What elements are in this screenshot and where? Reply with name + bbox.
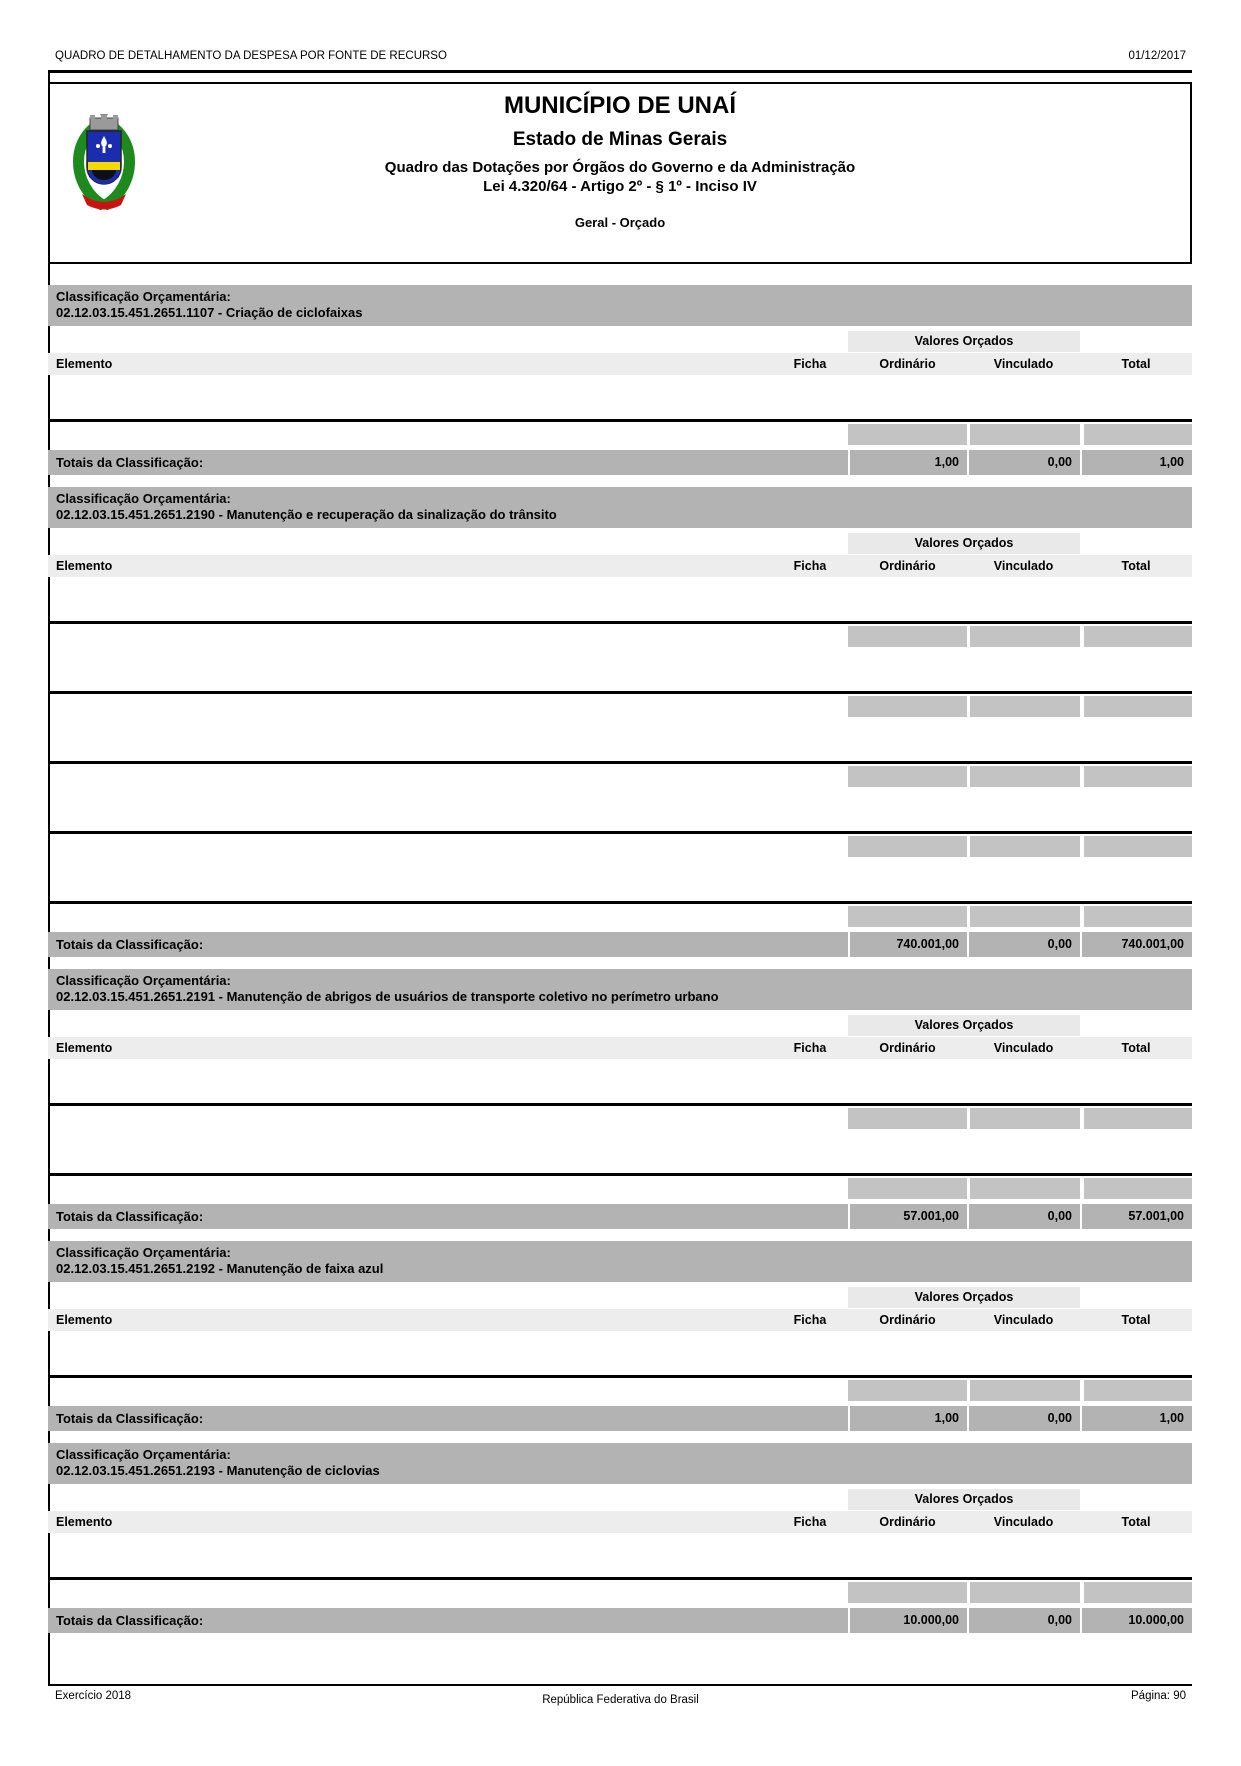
- element-row: [50, 583, 1192, 601]
- element-row: [50, 863, 1192, 881]
- element-block: [50, 381, 1192, 445]
- column-elemento: Elemento: [56, 1041, 113, 1055]
- column-total: Total: [1121, 1041, 1151, 1055]
- classification-band: [48, 1241, 1192, 1282]
- sections: [50, 285, 1192, 1633]
- column-elemento: Elemento: [56, 559, 113, 573]
- totals-ordinario: 740.001,00: [848, 932, 967, 957]
- funding-source-row: [48, 741, 1192, 764]
- element-row: [50, 1135, 1192, 1153]
- subtotal-total: [1084, 696, 1192, 717]
- subtotal-vinculado: [970, 696, 1080, 717]
- column-vinculado: Vinculado: [993, 559, 1054, 573]
- classification-totals-row: [48, 1406, 1192, 1431]
- totals-total: 1,00: [1080, 450, 1192, 475]
- report-scope: Geral - Orçado: [574, 215, 666, 230]
- classification-band: [48, 969, 1192, 1010]
- totals-total: 1,00: [1080, 1406, 1192, 1431]
- element-subtotal-row: [50, 1108, 1192, 1129]
- values-header: Valores Orçados: [848, 533, 1080, 554]
- subtotal-total: [1084, 766, 1192, 787]
- section-items: [50, 1337, 1192, 1401]
- classification-totals-row: [48, 1608, 1192, 1633]
- totals-ordinario: 10.000,00: [848, 1608, 967, 1633]
- classification-band: [48, 487, 1192, 528]
- totals-ordinario: 57.001,00: [848, 1204, 967, 1229]
- funding-source-row: [48, 1153, 1192, 1176]
- classification-label: Classificação Orçamentária:: [56, 491, 231, 506]
- element-block: [50, 863, 1192, 927]
- element-subtotal-row: [50, 766, 1192, 787]
- element-block: [50, 723, 1192, 787]
- classification-code: 02.12.03.15.451.2651.2193 - Manutenção de ciclovias: [56, 1463, 380, 1478]
- values-header: Valores Orçados: [848, 1489, 1080, 1510]
- subtotal-vinculado: [970, 1582, 1080, 1603]
- subtotal-vinculado: [970, 424, 1080, 445]
- totals-total: 57.001,00: [1080, 1204, 1192, 1229]
- element-subtotal-row: [50, 1582, 1192, 1603]
- subtotal-total: [1084, 1380, 1192, 1401]
- element-block: [50, 793, 1192, 857]
- state-name: Estado de Minas Gerais: [512, 129, 728, 150]
- funding-source-row: [48, 1557, 1192, 1580]
- subtotal-vinculado: [970, 1108, 1080, 1129]
- subtotal-ordinario: [848, 766, 967, 787]
- subtotal-ordinario: [848, 906, 967, 927]
- element-block: [50, 1065, 1192, 1129]
- classification-label: Classificação Orçamentária:: [56, 289, 231, 304]
- totals-vinculado: 0,00: [967, 1204, 1080, 1229]
- subtotal-total: [1084, 1178, 1192, 1199]
- funding-source-row: [48, 811, 1192, 834]
- funding-source-row: [48, 1083, 1192, 1106]
- totals-vinculado: 0,00: [967, 1608, 1080, 1633]
- law-reference: Lei 4.320/64 - Artigo 2º - § 1º - Inciso IV: [483, 178, 757, 195]
- column-ordinario: Ordinário: [879, 1313, 936, 1327]
- subtotal-vinculado: [970, 1178, 1080, 1199]
- column-header-row: [48, 1511, 1192, 1533]
- values-header-row: [50, 533, 1192, 554]
- element-subtotal-row: [50, 626, 1192, 647]
- classification-section: [50, 285, 1192, 475]
- section-items: [50, 583, 1192, 927]
- column-elemento: Elemento: [56, 1515, 113, 1529]
- element-row: [50, 1065, 1192, 1083]
- element-row: [50, 1539, 1192, 1557]
- classification-label: Classificação Orçamentária:: [56, 1245, 231, 1260]
- values-header: Valores Orçados: [848, 1287, 1080, 1308]
- column-vinculado: Vinculado: [993, 1041, 1054, 1055]
- column-ordinario: Ordinário: [879, 1041, 936, 1055]
- subtotal-ordinario: [848, 1178, 967, 1199]
- classification-section: [50, 1241, 1192, 1431]
- subtotal-total: [1084, 1582, 1192, 1603]
- element-block: [50, 1539, 1192, 1603]
- column-ficha: Ficha: [793, 1313, 827, 1327]
- report-date: 01/12/2017: [1128, 50, 1186, 62]
- section-items: [50, 1065, 1192, 1199]
- subtotal-vinculado: [970, 906, 1080, 927]
- funding-source-row: [48, 601, 1192, 624]
- totals-total: 10.000,00: [1080, 1608, 1192, 1633]
- subtotal-total: [1084, 424, 1192, 445]
- element-subtotal-row: [50, 1178, 1192, 1199]
- municipal-header: [48, 82, 1192, 264]
- report-title: QUADRO DE DETALHAMENTO DA DESPESA POR FONTE DE RECURSO: [55, 50, 447, 62]
- column-ficha: Ficha: [793, 357, 827, 371]
- column-ficha: Ficha: [793, 559, 827, 573]
- column-header-row: [48, 353, 1192, 375]
- column-ordinario: Ordinário: [879, 1515, 936, 1529]
- column-header-row: [48, 1037, 1192, 1059]
- totals-vinculado: 0,00: [967, 1406, 1080, 1431]
- subtotal-total: [1084, 836, 1192, 857]
- totals-ordinario: 1,00: [848, 1406, 967, 1431]
- element-row: [50, 723, 1192, 741]
- classification-section: [50, 1443, 1192, 1633]
- subtotal-total: [1084, 1108, 1192, 1129]
- page-footer: [48, 1684, 1192, 1706]
- column-header-row: [48, 1309, 1192, 1331]
- funding-source-row: [48, 399, 1192, 422]
- element-subtotal-row: [50, 836, 1192, 857]
- column-total: Total: [1121, 1313, 1151, 1327]
- municipality-name: MUNICÍPIO DE UNAÍ: [503, 92, 736, 119]
- column-total: Total: [1121, 357, 1151, 371]
- element-row: [50, 653, 1192, 671]
- subtotal-vinculado: [970, 626, 1080, 647]
- classification-totals-row: [48, 932, 1192, 957]
- funding-source-row: [48, 881, 1192, 904]
- subtotal-vinculado: [970, 1380, 1080, 1401]
- values-header-row: [50, 1015, 1192, 1036]
- column-total: Total: [1121, 1515, 1151, 1529]
- totals-vinculado: 0,00: [967, 932, 1080, 957]
- values-header-row: [50, 331, 1192, 352]
- values-header: Valores Orçados: [848, 331, 1080, 352]
- footer-exercise: Exercício 2018: [55, 1690, 132, 1702]
- totals-label: Totais da Classificação:: [56, 1411, 204, 1426]
- subtotal-ordinario: [848, 836, 967, 857]
- column-header-row: [48, 555, 1192, 577]
- classification-band: [48, 285, 1192, 326]
- values-header-row: [50, 1287, 1192, 1308]
- column-ordinario: Ordinário: [879, 559, 936, 573]
- element-row: [50, 1337, 1192, 1355]
- funding-source-row: [48, 671, 1192, 694]
- column-ficha: Ficha: [793, 1041, 827, 1055]
- element-subtotal-row: [50, 424, 1192, 445]
- subtotal-ordinario: [848, 696, 967, 717]
- totals-ordinario: 1,00: [848, 450, 967, 475]
- classification-totals-row: [48, 1204, 1192, 1229]
- section-items: [50, 381, 1192, 445]
- column-vinculado: Vinculado: [993, 357, 1054, 371]
- element-block: [50, 583, 1192, 647]
- subtotal-vinculado: [970, 766, 1080, 787]
- element-block: [50, 1135, 1192, 1199]
- classification-code: 02.12.03.15.451.2651.2190 - Manutenção e recuperação da sinalização do trânsito: [56, 507, 557, 522]
- column-vinculado: Vinculado: [993, 1313, 1054, 1327]
- classification-label: Classificação Orçamentária:: [56, 973, 231, 988]
- subtotal-ordinario: [848, 1380, 967, 1401]
- totals-label: Totais da Classificação:: [56, 1613, 204, 1628]
- footer-country: República Federativa do Brasil: [542, 1694, 699, 1706]
- subtotal-vinculado: [970, 836, 1080, 857]
- values-header-row: [50, 1489, 1192, 1510]
- top-bar: [48, 50, 1192, 73]
- totals-total: 740.001,00: [1080, 932, 1192, 957]
- element-block: [50, 653, 1192, 717]
- subtotal-ordinario: [848, 424, 967, 445]
- classification-totals-row: [48, 450, 1192, 475]
- column-total: Total: [1121, 559, 1151, 573]
- column-ordinario: Ordinário: [879, 357, 936, 371]
- classification-section: [50, 969, 1192, 1229]
- element-row: [50, 793, 1192, 811]
- classification-code: 02.12.03.15.451.2651.1107 - Criação de ciclofaixas: [56, 305, 363, 320]
- footer-page-number: Página: 90: [1131, 1690, 1186, 1702]
- classification-band: [48, 1443, 1192, 1484]
- totals-label: Totais da Classificação:: [56, 455, 204, 470]
- subtotal-ordinario: [848, 1108, 967, 1129]
- element-subtotal-row: [50, 1380, 1192, 1401]
- subtotal-total: [1084, 626, 1192, 647]
- column-elemento: Elemento: [56, 1313, 113, 1327]
- element-row: [50, 381, 1192, 399]
- column-ficha: Ficha: [793, 1515, 827, 1529]
- section-items: [50, 1539, 1192, 1603]
- classification-code: 02.12.03.15.451.2651.2192 - Manutenção de faixa azul: [56, 1261, 384, 1276]
- column-elemento: Elemento: [56, 357, 113, 371]
- subtotal-ordinario: [848, 1582, 967, 1603]
- column-vinculado: Vinculado: [993, 1515, 1054, 1529]
- values-header: Valores Orçados: [848, 1015, 1080, 1036]
- element-subtotal-row: [50, 696, 1192, 717]
- classification-label: Classificação Orçamentária:: [56, 1447, 231, 1462]
- totals-label: Totais da Classificação:: [56, 937, 204, 952]
- report-subtitle: Quadro das Dotações por Órgãos do Governo e da Administração: [384, 159, 856, 176]
- funding-source-row: [48, 1355, 1192, 1378]
- page-body: [48, 73, 1192, 1684]
- totals-label: Totais da Classificação:: [56, 1209, 204, 1224]
- subtotal-ordinario: [848, 626, 967, 647]
- classification-section: [50, 487, 1192, 957]
- totals-vinculado: 0,00: [967, 450, 1080, 475]
- coat-of-arms-icon: [64, 110, 144, 215]
- subtotal-total: [1084, 906, 1192, 927]
- element-subtotal-row: [50, 906, 1192, 927]
- element-block: [50, 1337, 1192, 1401]
- classification-code: 02.12.03.15.451.2651.2191 - Manutenção de abrigos de usuários de transporte coletivo no perímetro urbano: [56, 989, 719, 1004]
